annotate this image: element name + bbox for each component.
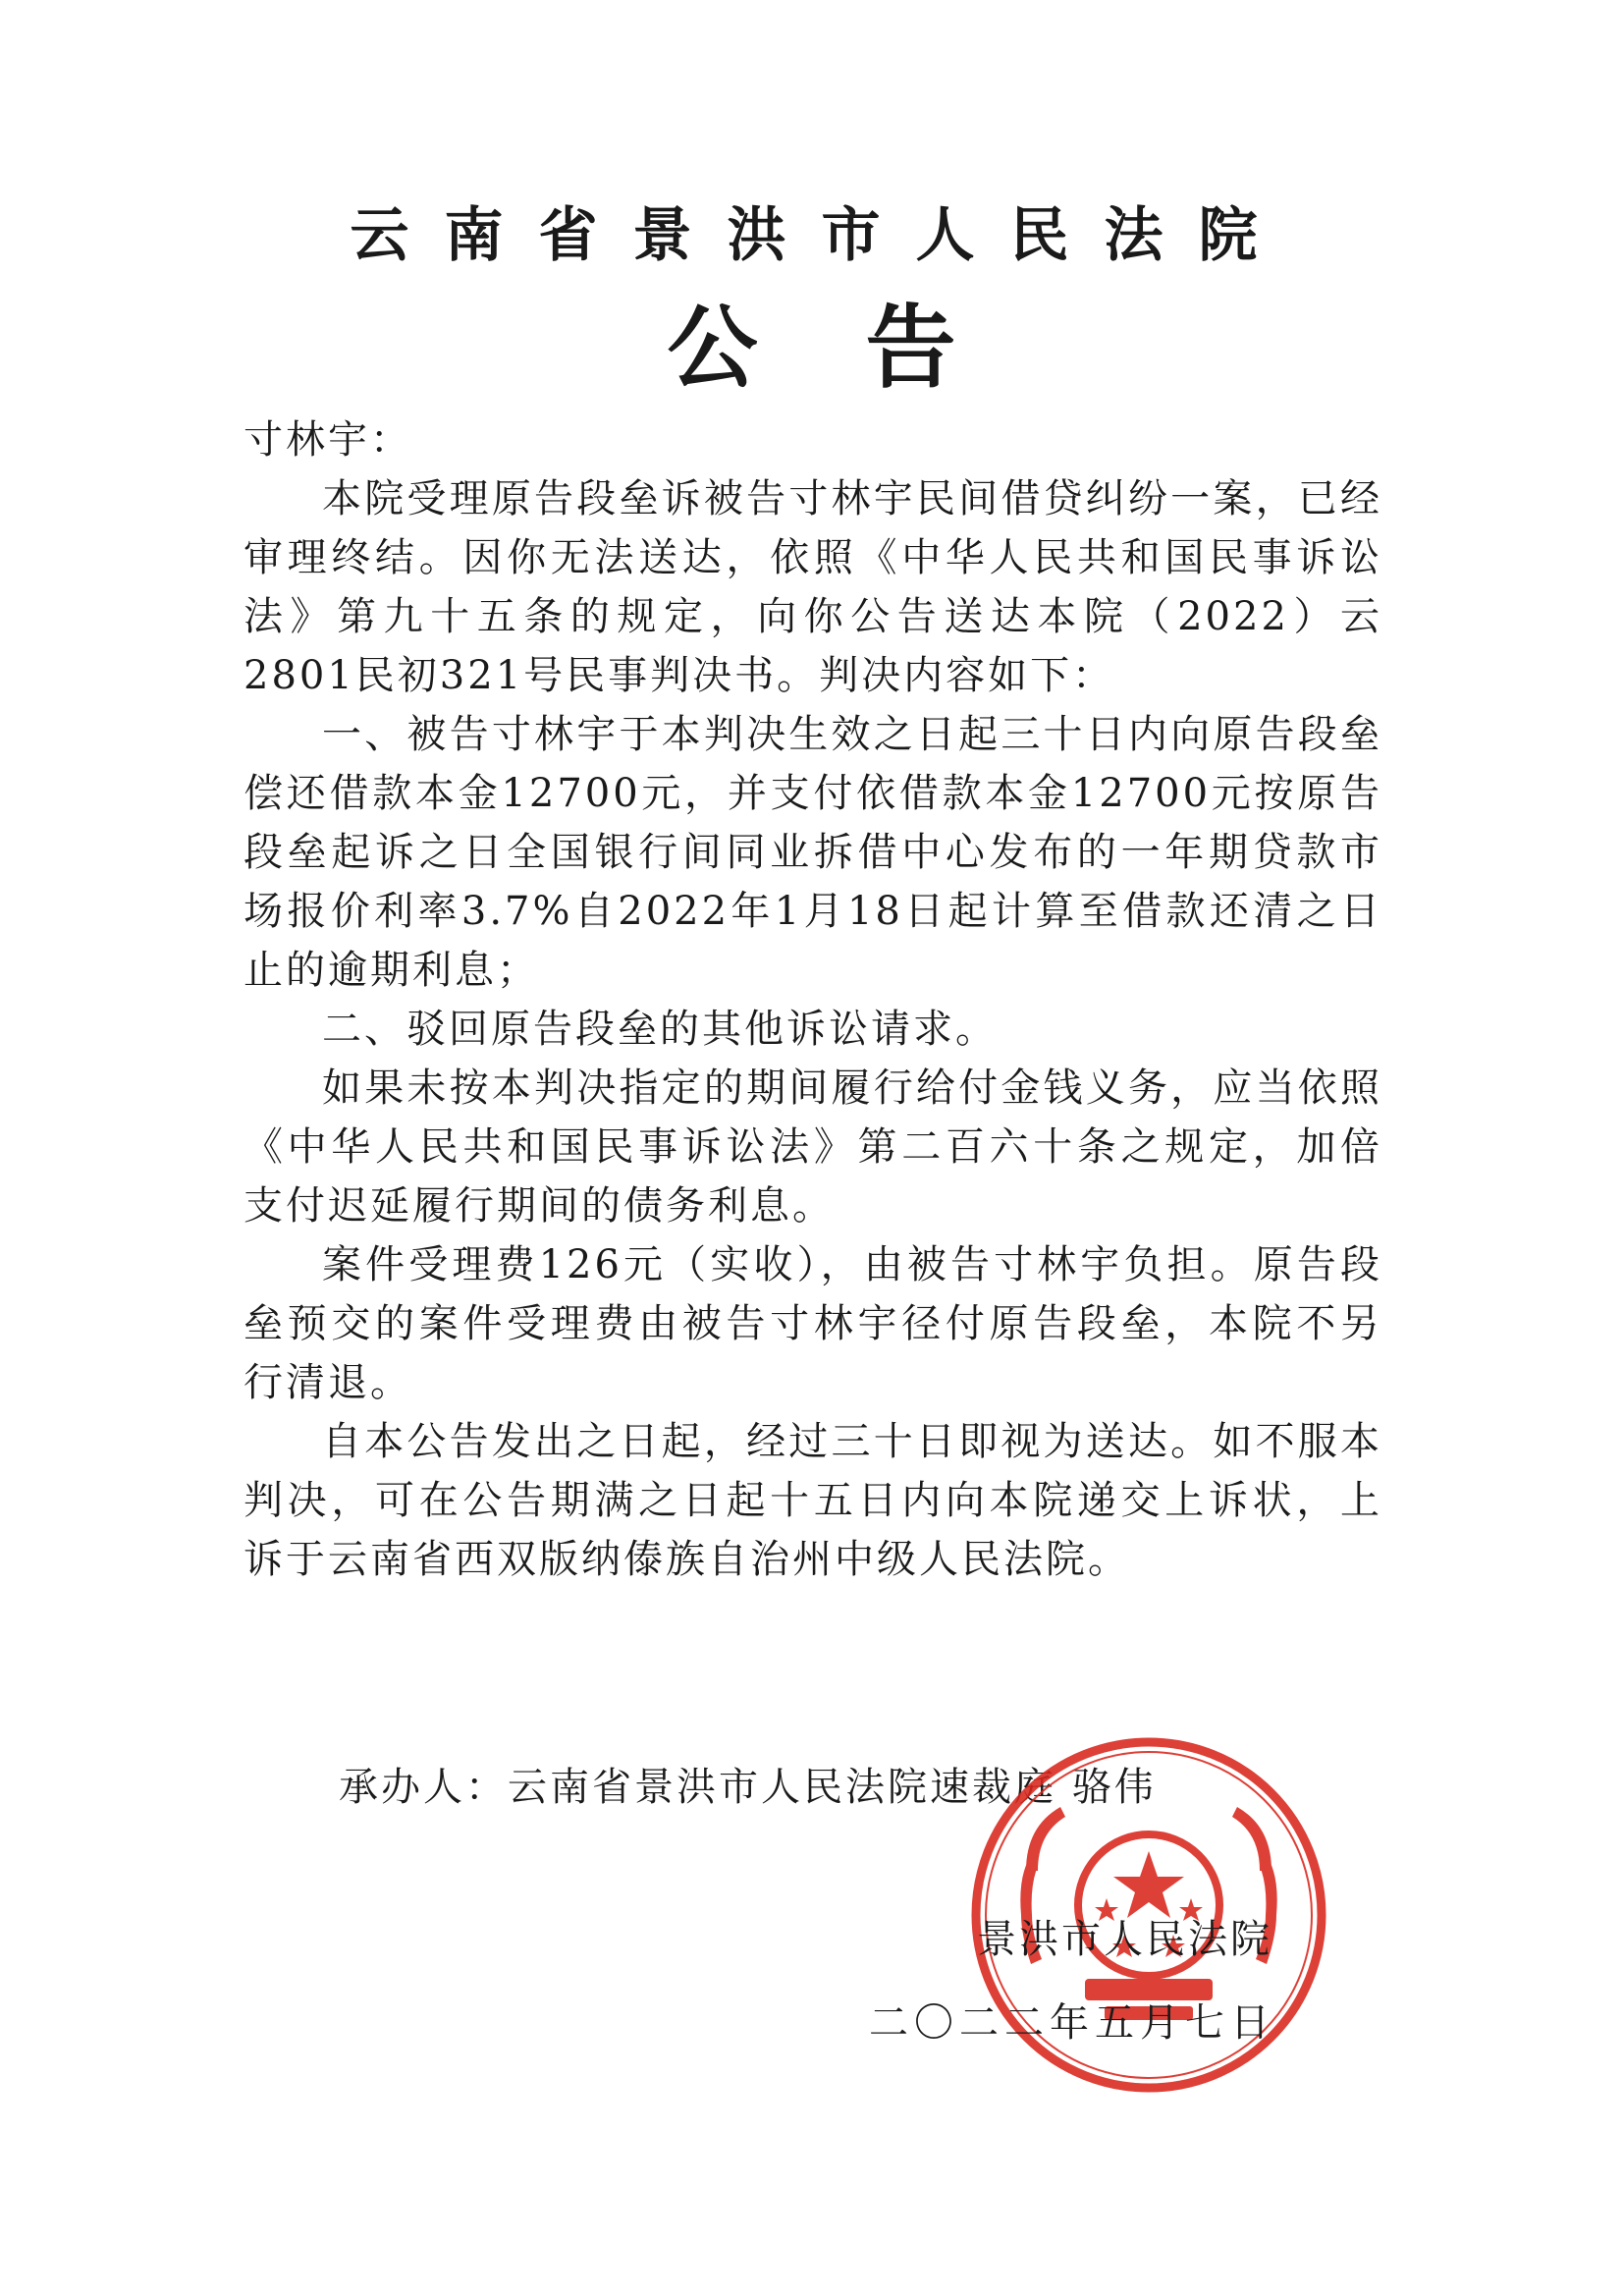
addressee: 寸林宇： [243, 417, 412, 463]
paragraph-judgment-item-1: 一、被告寸林宇于本判决生效之日起三十日内向原告段垒偿还借款本金12700元，并支付依借款本金12700元按原告段垒起诉之日全国银行间同业拆借中心发布的一年期贷款市场报价利率3.7%自2022年1月18日起计算至借款还清之日止的逾期利息； [243, 712, 1382, 993]
paragraph-late-performance: 如果未按本判决指定的期间履行给付金钱义务，应当依照《中华人民共和国民事诉讼法》第二百六十条之规定，加倍支付迟延履行期间的债务利息。 [243, 1066, 1382, 1229]
paragraph-case-summary: 本院受理原告段垒诉被告寸林宇民间借贷纠纷一案，已经审理终结。因你无法送达，依照《中华人民共和国民事诉讼法》第九十五条的规定，向你公告送达本院（2022）云2801民初321号民事判决书。判决内容如下： [243, 476, 1382, 698]
notice-body [243, 410, 1382, 1589]
paragraph-judgment-item-2: 二、驳回原告段垒的其他诉讼请求。 [322, 1007, 998, 1052]
issuing-court: 景洪市人民法院 [977, 1917, 1272, 1962]
paragraph-service-appeal: 自本公告发出之日起，经过三十日即视为送达。如不服本判决，可在公告期满之日起十五日内向本院递交上诉状，上诉于云南省西双版纳傣族自治州中级人民法院。 [243, 1419, 1382, 1582]
document-title: 公告 [667, 296, 1064, 401]
paragraph-case-fee: 案件受理费126元（实收），由被告寸林宇负担。原告段垒预交的案件受理费由被告寸林宇径付原告段垒，本院不另行清退。 [243, 1242, 1382, 1405]
case-handler: 承办人：云南省景洪市人民法院速裁庭 骆伟 [339, 1765, 1157, 1810]
court-name: 云南省景洪市人民法院 [350, 201, 1293, 270]
issue-date: 二〇二二年五月七日 [869, 2000, 1275, 2046]
